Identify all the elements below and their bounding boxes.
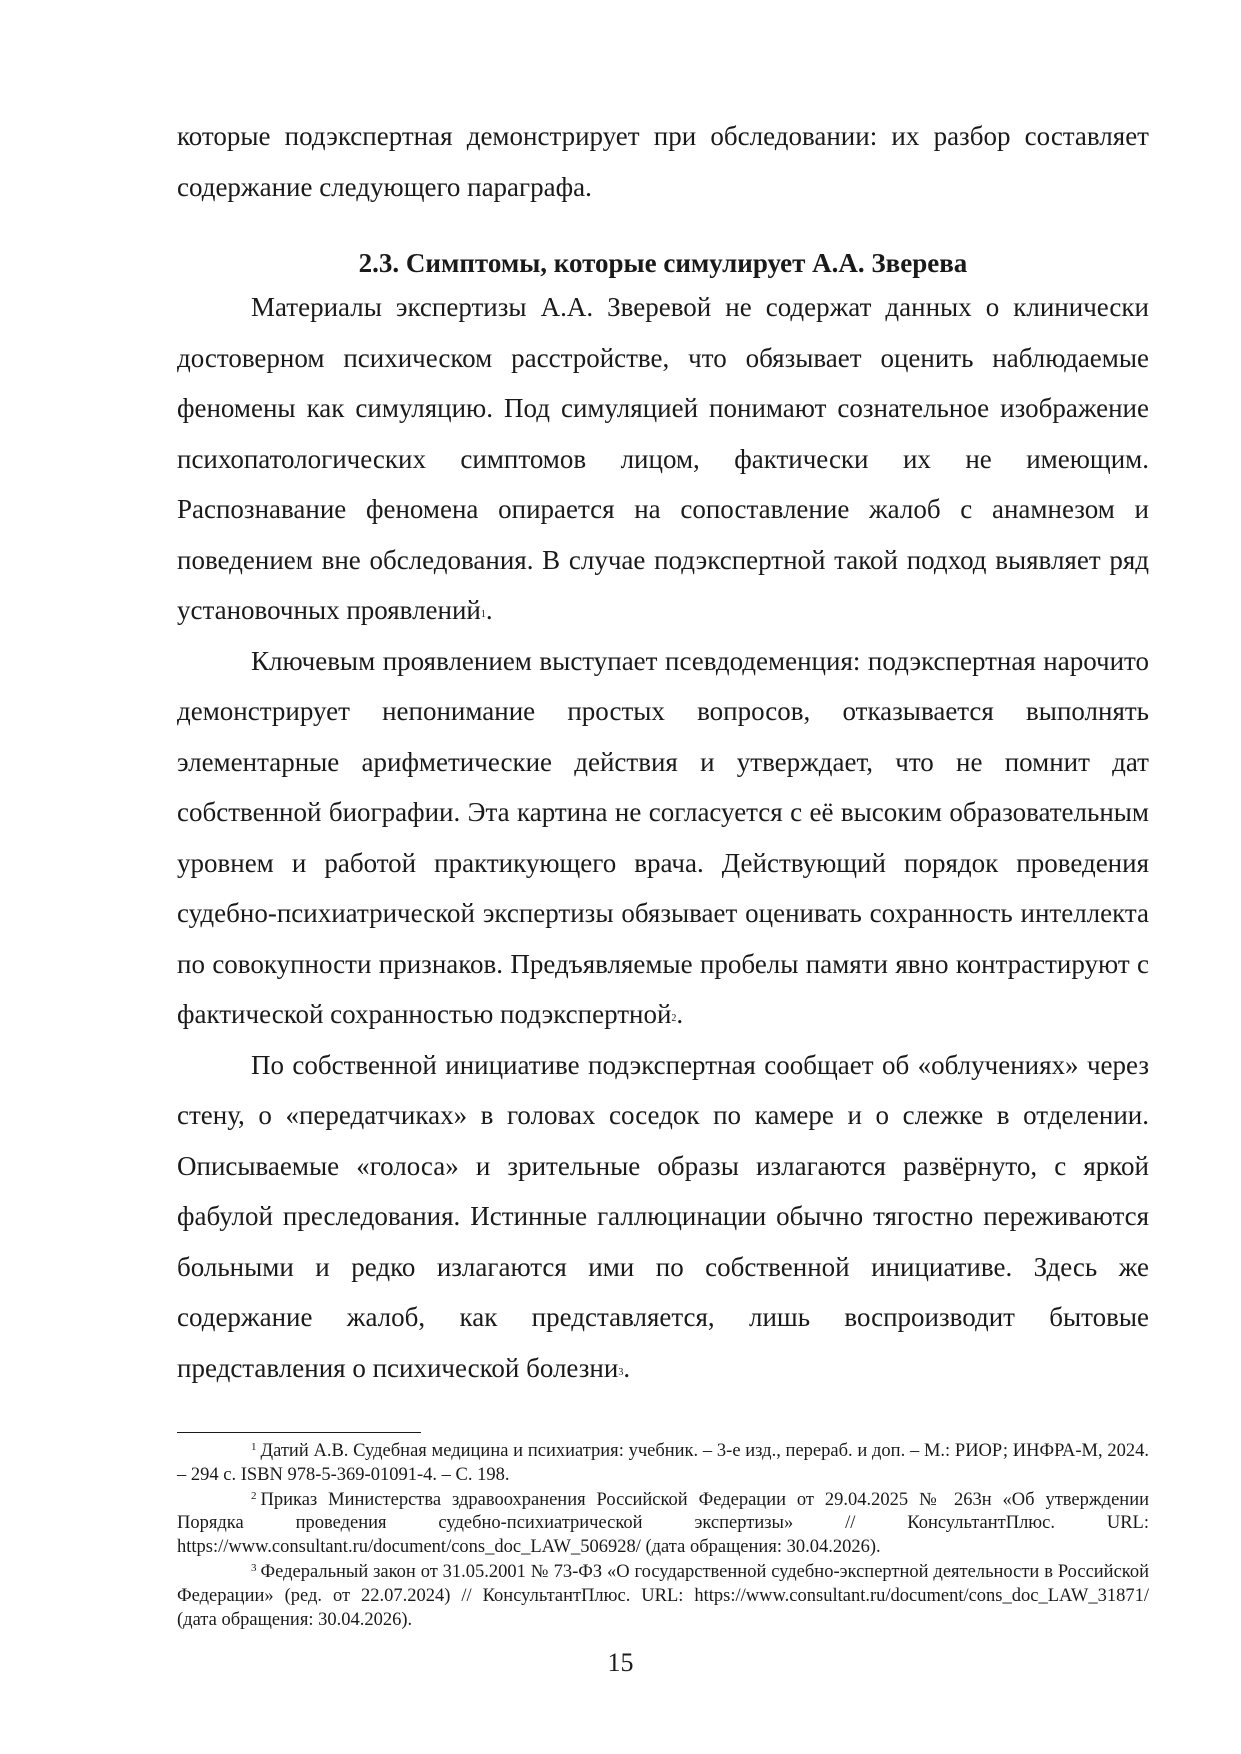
body-paragraphs: [177, 282, 1149, 1393]
paragraph-text: Материалы экспертизы А.А. Зверевой не содержат данных о клинически достоверном психическом расстройстве, что обязывает оценить наблюдаемые феномены как симуляцию. Под симуляцией понимают сознательное изображение психопатологических симптомов лицом, фактически их не имеющим. Распознавание феномена опирается на сопоставление жалоб с анамнезом и поведением вне обследования. В случае подэкспертной такой подход выявляет ряд установочных проявлений: [177, 292, 1149, 625]
footnote-reference[interactable]: 2: [671, 1013, 677, 1024]
section-heading: 2.3. Симптомы, которые симулирует А.А. Зверева: [358, 248, 968, 278]
footnote-text: Федеральный закон от 31.05.2001 № 73-ФЗ «О государственной судебно-экспертной деятельности в Российской Федерации» (ред. от 22.07.2024) // КонсультантПлюс. URL: https://www.consultant.ru/document/cons_doc_LAW_31871/ (дата обращения: 30.04.2026).: [177, 1561, 1149, 1630]
paragraph-hallucinations: [177, 1040, 1149, 1394]
footnote-number: 2: [251, 1489, 257, 1502]
paragraph-text: По собственной инициативе подэкспертная сообщает об «облучениях» через стену, о «передатчиках» в головах соседок по камере и о слежке в отделении. Описываемые «голоса» и зрительные образы излагаются развёрнуто, с яркой фабулой преследования. Истинные галлюцинации обычно тягостно переживаются больными и редко излагаются ими по собственной инициативе. Здесь же содержание жалоб, как представляется, лишь воспроизводит бытовые представления о психической болезни: [177, 1049, 1149, 1383]
paragraph-end: .: [485, 595, 493, 625]
footnote-number: 1: [251, 1441, 257, 1453]
footnote-2: [177, 1489, 1149, 1560]
paragraph-end: .: [676, 999, 684, 1029]
page-number: 15: [607, 1648, 634, 1677]
paragraph-end: .: [623, 1352, 631, 1383]
continuation-text: которые подэкспертная демонстрирует при обследовании: их разбор составляет содержание следующего параграфа.: [177, 121, 1149, 202]
paragraph-simulation-definition: [177, 282, 1149, 636]
footnotes: [177, 1440, 1149, 1633]
footnote-text: Приказ Министерства здравоохранения Российской Федерации от 29.04.2025 № 263н «Об утверждении Порядка проведения судебно-психиатрической экспертизы» // КонсультантПлюс. URL: https://www.consultant.ru/document/cons_doc_LAW_506928/ (дата обращения: 30.04.2026).: [177, 1489, 1149, 1558]
footnote-1: [177, 1440, 1149, 1488]
paragraph-pseudodementia: [177, 636, 1149, 1040]
footnote-text: Датий А.В. Судебная медицина и психиатрия: учебник. – 3-е изд., перераб. и доп. – М.: РИОР; ИНФРА-М, 2024. – 294 с. ISBN 978-5-369-01091-4. – С. 198.: [177, 1441, 1149, 1485]
continuation-paragraph: [177, 111, 1149, 212]
paragraph-text: Ключевым проявлением выступает псевдодеменция: подэкспертная нарочито демонстрирует непонимание простых вопросов, отказывается выполнять элементарные арифметические действия и утверждает, что не помнит дат собственной биографии. Эта картина не согласуется с её высоким образовательным уровнем и работой практикующего врача. Действующий порядок проведения судебно-психиатрической экспертизы обязывает оценивать сохранность интеллекта по совокупности признаков. Предъявляемые пробелы памяти явно контрастируют с фактической сохранностью подэкспертной: [177, 645, 1149, 1029]
footnote-separator: [177, 1432, 421, 1433]
footnote-number: 3: [251, 1561, 257, 1574]
footnote-reference[interactable]: 3: [618, 1366, 624, 1378]
footnote-reference[interactable]: 1: [480, 609, 486, 620]
footnote-3: [177, 1561, 1149, 1632]
